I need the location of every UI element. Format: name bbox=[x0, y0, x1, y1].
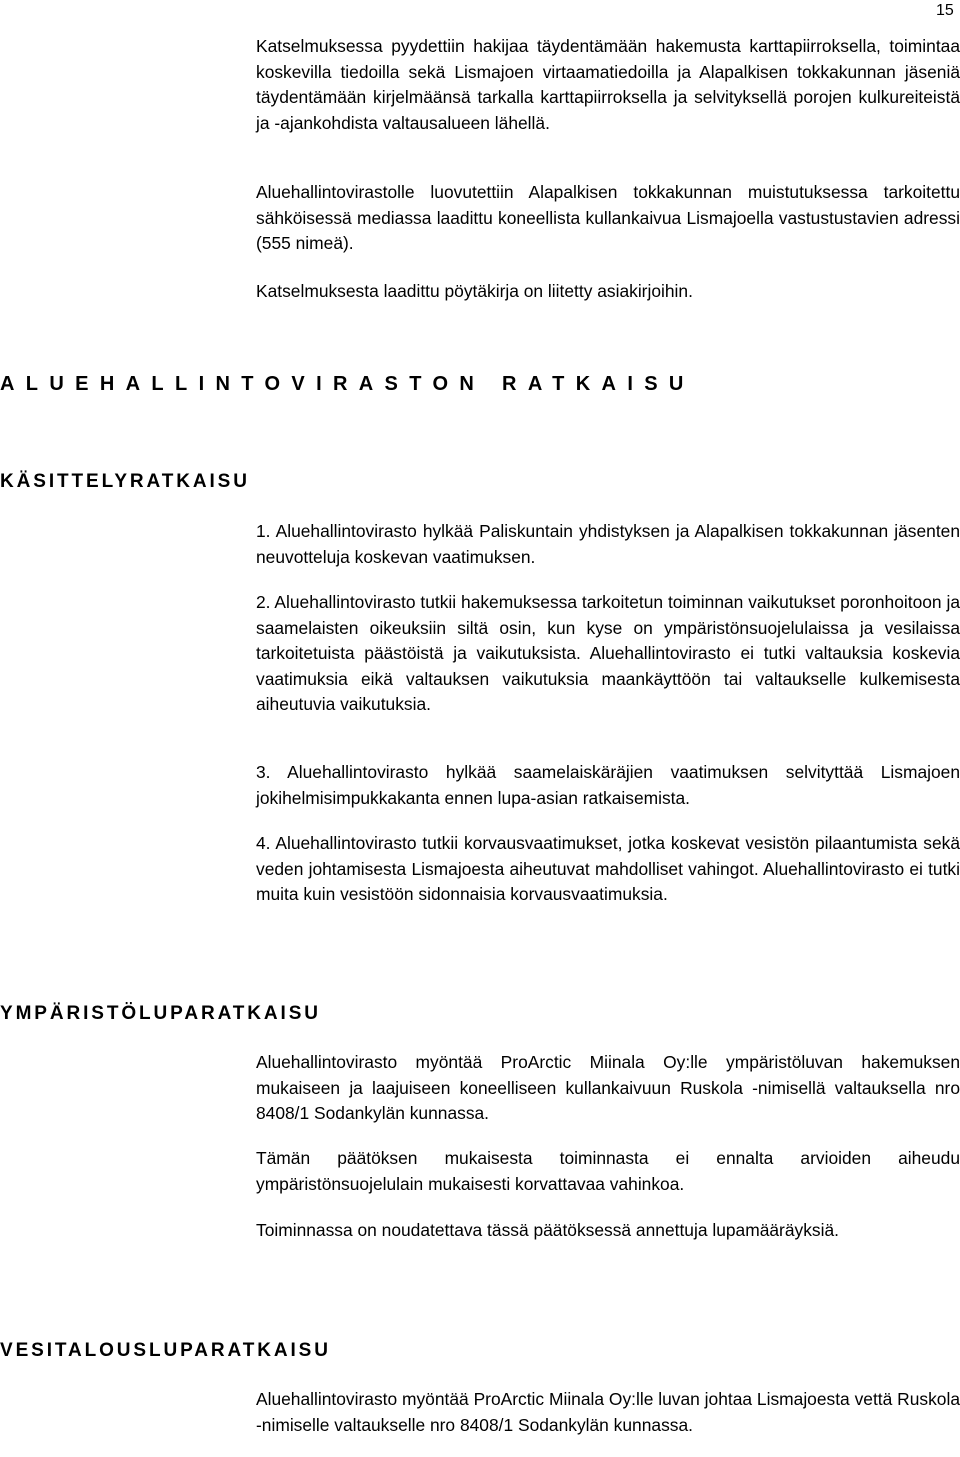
kasittely-heading: KÄSITTELYRATKAISU bbox=[0, 471, 250, 492]
vesitalous-heading: VESITALOUSLUPARATKAISU bbox=[0, 1340, 331, 1361]
intro-paragraph-1: Katselmuksessa pyydettiin hakijaa täydentämään hakemusta karttapiirroksella, toimintaa koskevilla tiedoilla sekä Lismajoen virtaamatiedoilla ja Alapalkisen tokkakunnan jäseniä täydentämään kirjelmäänsä tarkalla karttapiirroksella ja selvityksellä porojen kulkureiteistä ja -ajankohdista valtausalueen lähellä. bbox=[256, 36, 960, 133]
vesitalous-paragraph-1: Aluehallintovirasto myöntää ProArctic Miinala Oy:lle luvan johtaa Lismajoesta vettä Ruskola -nimiselle valtaukselle nro 8408/1 Sodankylän kunnassa. bbox=[256, 1389, 960, 1435]
ymparisto-heading: YMPÄRISTÖLUPARATKAISU bbox=[0, 1003, 321, 1024]
page-number: 15 bbox=[936, 2, 954, 19]
kasittely-item-3: 3. Aluehallintovirasto hylkää saamelaiskäräjien vaatimuksen selvityttää Lismajoen jokihelmisimpukkakanta ennen lupa-asian ratkaisemista. bbox=[256, 762, 960, 808]
kasittely-item-4: 4. Aluehallintovirasto tutkii korvausvaatimukset, jotka koskevat vesistön pilaantumista sekä veden johtamisesta Lismajoesta aiheutuvat mahdolliset vahingot. Aluehallintovirasto ei tutki muita kuin vesistöön sidonnaisia korvausvaatimuksia. bbox=[256, 833, 960, 905]
intro-paragraph-3: Katselmuksesta laadittu pöytäkirja on liitetty asiakirjoihin. bbox=[256, 281, 693, 301]
decision-heading: ALUEHALLINTOVIRASTON RATKAISU bbox=[0, 373, 695, 395]
intro-paragraph-2: Aluehallintovirastolle luovutettiin Alapalkisen tokkakunnan muistutuksessa tarkoitettu sähköisessä mediassa laadittu koneellista kullankaivua Lismajoella vastustustavien adressi (555 nimeä). bbox=[256, 182, 960, 254]
ymparisto-paragraph-2: Tämän päätöksen mukaisesta toiminnasta ei ennalta arvioiden aiheudu ympäristönsuojelulain mukaisesti korvattavaa vahinkoa. bbox=[256, 1148, 960, 1194]
kasittely-item-2: 2. Aluehallintovirasto tutkii hakemuksessa tarkoitetun toiminnan vaikutukset poronhoitoon ja saamelaisten oikeuksiin siltä osin, kun kyse on ympäristönsuojelulaissa ja vesilaissa tarkoitetuista päästöistä ja vaikutuksista. Aluehallintovirasto ei tutki valtauksia koskevia vaatimuksia eikä valtauksen vaikutuksia maankäyttöön tai valtaukselle kulkemisesta aiheutuvia vaikutuksia. bbox=[256, 592, 960, 715]
ymparisto-paragraph-3: Toiminnassa on noudatettava tässä päätöksessä annettuja lupamääräyksiä. bbox=[256, 1220, 839, 1240]
ymparisto-paragraph-1: Aluehallintovirasto myöntää ProArctic Miinala Oy:lle ympäristöluvan hakemuksen mukaiseen ja laajuiseen koneelliseen kullankaivuun Ruskola -nimisellä valtauksella nro 8408/1 Sodankylän kunnassa. bbox=[256, 1052, 960, 1124]
kasittely-item-1: 1. Aluehallintovirasto hylkää Paliskuntain yhdistyksen ja Alapalkisen tokkakunnan jäsenten neuvotteluja koskevan vaatimuksen. bbox=[256, 521, 960, 567]
